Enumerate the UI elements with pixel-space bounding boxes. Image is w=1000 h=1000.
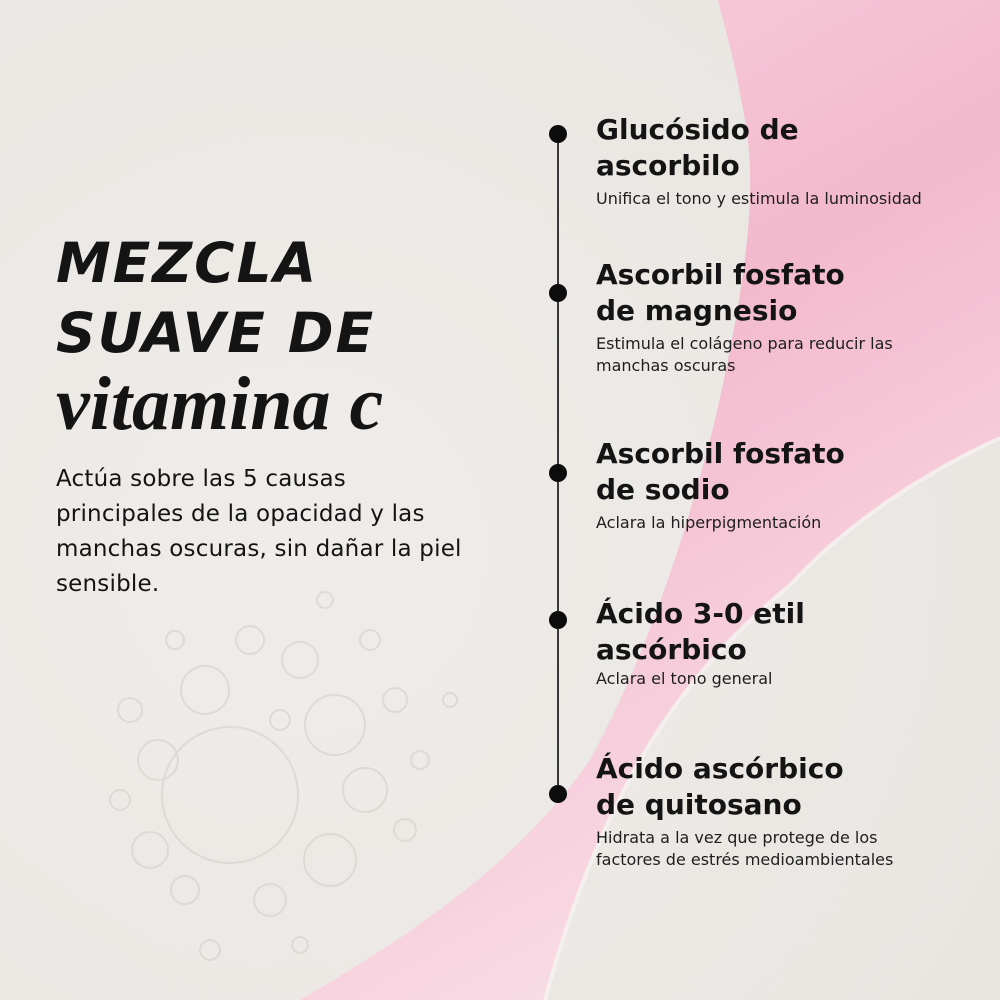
ingredient-title: Ácido 3-0 etil ascórbico [596, 597, 805, 666]
timeline-dot-1 [549, 125, 567, 143]
ingredient-item-4 [596, 596, 996, 690]
timeline-dot-5 [549, 785, 567, 803]
ingredient-title: Glucósido de ascorbilo [596, 113, 799, 182]
ingredient-description: Hidrata a la vez que protege de los factores de estrés medioambientales [596, 828, 894, 869]
ingredient-title: Ácido ascórbico de quitosano [596, 752, 844, 821]
ingredient-item-5 [596, 751, 996, 871]
timeline-dot-4 [549, 611, 567, 629]
ingredient-item-3 [596, 436, 996, 534]
ingredient-title: Ascorbil fosfato de sodio [596, 437, 845, 506]
headline-line-1: MEZCLA [56, 231, 319, 295]
headline-line-2: SUAVE DE [56, 301, 376, 365]
ingredient-item-1 [596, 112, 996, 210]
ingredient-item-2 [596, 257, 996, 377]
ingredient-title: Ascorbil fosfato de magnesio [596, 258, 845, 327]
headline [56, 228, 496, 446]
ingredient-description: Aclara el tono general [596, 669, 773, 688]
intro-text: Actúa sobre las 5 causas principales de la opacidad y las manchas oscuras, sin dañar la piel sensible. [56, 466, 462, 597]
ingredient-description: Aclara la hiperpigmentación [596, 513, 822, 532]
ingredient-description: Unifica el tono y estimula la luminosidad [596, 189, 922, 208]
headline-line-3: vitamina c [56, 362, 384, 446]
timeline-dot-3 [549, 464, 567, 482]
ingredient-description: Estimula el colágeno para reducir las manchas oscuras [596, 334, 893, 375]
timeline-dot-2 [549, 284, 567, 302]
